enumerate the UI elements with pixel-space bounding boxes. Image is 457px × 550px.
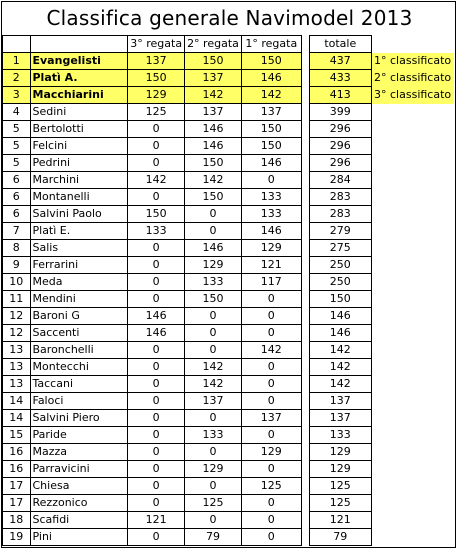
table-row bbox=[3, 444, 455, 461]
name-cell[interactable]: Montanelli bbox=[30, 189, 128, 206]
regata-2-cell[interactable]: 150 bbox=[185, 291, 242, 308]
rank-cell[interactable]: 14 bbox=[3, 393, 31, 410]
table-row bbox=[3, 325, 455, 342]
regata-2-cell[interactable]: 0 bbox=[185, 342, 242, 359]
regata-1-cell[interactable]: 129 bbox=[241, 444, 301, 461]
regata-3-cell[interactable]: 150 bbox=[128, 70, 185, 87]
regata-2-cell[interactable]: 137 bbox=[185, 393, 242, 410]
regata-3-cell[interactable]: 0 bbox=[128, 359, 185, 376]
regata-2-cell[interactable]: 79 bbox=[185, 529, 242, 546]
name-cell[interactable]: Salis bbox=[30, 240, 128, 257]
regata-3-cell[interactable]: 0 bbox=[128, 444, 185, 461]
regata-1-cell[interactable]: 0 bbox=[241, 495, 301, 512]
name-cell[interactable]: Baroni G bbox=[30, 308, 128, 325]
regata-1-cell[interactable]: 133 bbox=[241, 206, 301, 223]
spacer-cell bbox=[301, 257, 309, 274]
table-row bbox=[3, 478, 455, 495]
table-row bbox=[3, 138, 455, 155]
spacer-cell bbox=[301, 444, 309, 461]
table-row bbox=[3, 274, 455, 291]
total-cell[interactable]: 125 bbox=[309, 478, 371, 495]
rank-cell[interactable]: 13 bbox=[3, 359, 31, 376]
total-cell[interactable]: 399 bbox=[309, 104, 371, 121]
table-row bbox=[3, 240, 455, 257]
regata-2-cell[interactable]: 150 bbox=[185, 155, 242, 172]
rank-cell[interactable]: 13 bbox=[3, 376, 31, 393]
regata-1-cell[interactable]: 0 bbox=[241, 308, 301, 325]
rank-cell[interactable]: 16 bbox=[3, 444, 31, 461]
ranking-table bbox=[2, 35, 455, 546]
name-cell[interactable]: Pedrini bbox=[30, 155, 128, 172]
table-row bbox=[3, 410, 455, 427]
regata-1-cell[interactable]: 146 bbox=[241, 223, 301, 240]
regata-3-cell[interactable]: 0 bbox=[128, 274, 185, 291]
header-name[interactable] bbox=[30, 36, 128, 53]
total-cell[interactable]: 129 bbox=[309, 461, 371, 478]
name-cell[interactable]: Faloci bbox=[30, 393, 128, 410]
note-cell[interactable] bbox=[372, 495, 455, 512]
regata-1-cell[interactable]: 137 bbox=[241, 104, 301, 121]
total-cell[interactable]: 146 bbox=[309, 308, 371, 325]
rank-cell[interactable]: 17 bbox=[3, 495, 31, 512]
note-cell[interactable] bbox=[372, 138, 455, 155]
regata-2-cell[interactable]: 0 bbox=[185, 206, 242, 223]
note-cell[interactable] bbox=[372, 104, 455, 121]
name-cell[interactable]: Bertolotti bbox=[30, 121, 128, 138]
rank-cell[interactable]: 12 bbox=[3, 308, 31, 325]
total-cell[interactable]: 129 bbox=[309, 444, 371, 461]
note-cell[interactable] bbox=[372, 308, 455, 325]
note-cell[interactable] bbox=[372, 393, 455, 410]
regata-1-cell[interactable]: 146 bbox=[241, 70, 301, 87]
spacer-cell bbox=[301, 478, 309, 495]
note-cell[interactable] bbox=[372, 427, 455, 444]
spacer-cell bbox=[301, 359, 309, 376]
regata-3-cell[interactable]: 150 bbox=[128, 206, 185, 223]
note-cell[interactable] bbox=[372, 461, 455, 478]
name-cell[interactable]: Meda bbox=[30, 274, 128, 291]
regata-2-cell[interactable]: 0 bbox=[185, 444, 242, 461]
spacer-cell bbox=[301, 53, 309, 70]
rank-cell[interactable]: 13 bbox=[3, 342, 31, 359]
total-cell[interactable]: 296 bbox=[309, 121, 371, 138]
name-cell[interactable]: Mendini bbox=[30, 291, 128, 308]
regata-2-cell[interactable]: 142 bbox=[185, 172, 242, 189]
regata-3-cell[interactable]: 121 bbox=[128, 512, 185, 529]
name-cell[interactable]: Marchini bbox=[30, 172, 128, 189]
regata-1-cell[interactable]: 0 bbox=[241, 461, 301, 478]
regata-3-cell[interactable]: 146 bbox=[128, 308, 185, 325]
regata-2-cell[interactable]: 129 bbox=[185, 461, 242, 478]
name-cell[interactable]: Baronchelli bbox=[30, 342, 128, 359]
name-cell[interactable]: Taccani bbox=[30, 376, 128, 393]
total-cell[interactable]: 275 bbox=[309, 240, 371, 257]
regata-2-cell[interactable]: 150 bbox=[185, 53, 242, 70]
regata-2-cell[interactable]: 0 bbox=[185, 478, 242, 495]
table-row bbox=[3, 512, 455, 529]
table-row bbox=[3, 393, 455, 410]
regata-2-cell[interactable]: 133 bbox=[185, 427, 242, 444]
regata-1-cell[interactable]: 0 bbox=[241, 529, 301, 546]
name-cell[interactable]: Scafidi bbox=[30, 512, 128, 529]
spacer-cell bbox=[301, 206, 309, 223]
regata-1-cell[interactable]: 125 bbox=[241, 478, 301, 495]
rank-cell[interactable]: 18 bbox=[3, 512, 31, 529]
regata-3-cell[interactable]: 0 bbox=[128, 240, 185, 257]
table-row bbox=[3, 359, 455, 376]
table-row bbox=[3, 529, 455, 546]
regata-3-cell[interactable]: 129 bbox=[128, 87, 185, 104]
regata-3-cell[interactable]: 0 bbox=[128, 393, 185, 410]
regata-1-cell[interactable]: 129 bbox=[241, 240, 301, 257]
regata-3-cell[interactable]: 146 bbox=[128, 325, 185, 342]
total-cell[interactable]: 283 bbox=[309, 189, 371, 206]
rank-cell[interactable]: 9 bbox=[3, 257, 31, 274]
regata-2-cell[interactable]: 146 bbox=[185, 138, 242, 155]
rank-cell[interactable]: 17 bbox=[3, 478, 31, 495]
table-row bbox=[3, 121, 455, 138]
total-cell[interactable]: 283 bbox=[309, 206, 371, 223]
table-row bbox=[3, 461, 455, 478]
regata-2-cell[interactable]: 0 bbox=[185, 512, 242, 529]
regata-3-cell[interactable]: 0 bbox=[128, 257, 185, 274]
spacer-cell bbox=[301, 104, 309, 121]
note-cell[interactable] bbox=[372, 291, 455, 308]
rank-cell[interactable]: 14 bbox=[3, 410, 31, 427]
total-cell[interactable]: 279 bbox=[309, 223, 371, 240]
total-cell[interactable]: 437 bbox=[309, 53, 371, 70]
regata-2-cell[interactable]: 142 bbox=[185, 359, 242, 376]
table-row bbox=[3, 308, 455, 325]
regata-1-cell[interactable]: 150 bbox=[241, 53, 301, 70]
regata-1-cell[interactable]: 137 bbox=[241, 410, 301, 427]
note-cell[interactable] bbox=[372, 376, 455, 393]
regata-2-cell[interactable]: 150 bbox=[185, 189, 242, 206]
name-cell[interactable]: Felcini bbox=[30, 138, 128, 155]
rank-cell[interactable]: 2 bbox=[3, 70, 31, 87]
note-cell[interactable] bbox=[372, 121, 455, 138]
note-cell[interactable] bbox=[372, 478, 455, 495]
name-cell[interactable]: Evangelisti bbox=[30, 53, 128, 70]
rank-cell[interactable]: 6 bbox=[3, 172, 31, 189]
note-cell[interactable] bbox=[372, 342, 455, 359]
spacer-cell bbox=[301, 512, 309, 529]
header-row bbox=[3, 36, 455, 53]
note-cell[interactable] bbox=[372, 325, 455, 342]
total-cell[interactable]: 146 bbox=[309, 325, 371, 342]
regata-3-cell[interactable]: 0 bbox=[128, 291, 185, 308]
header-note bbox=[372, 36, 455, 53]
regata-2-cell[interactable]: 0 bbox=[185, 223, 242, 240]
note-cell[interactable] bbox=[372, 206, 455, 223]
header-spacer bbox=[301, 36, 309, 53]
regata-1-cell[interactable]: 0 bbox=[241, 359, 301, 376]
total-cell[interactable]: 250 bbox=[309, 257, 371, 274]
spacer-cell bbox=[301, 393, 309, 410]
regata-3-cell[interactable]: 0 bbox=[128, 529, 185, 546]
regata-1-cell[interactable]: 0 bbox=[241, 376, 301, 393]
regata-3-cell[interactable]: 0 bbox=[128, 478, 185, 495]
rank-cell[interactable]: 6 bbox=[3, 206, 31, 223]
spacer-cell bbox=[301, 172, 309, 189]
table-row bbox=[3, 223, 455, 240]
spacer-cell bbox=[301, 308, 309, 325]
rank-cell[interactable]: 4 bbox=[3, 104, 31, 121]
rank-cell[interactable]: 16 bbox=[3, 461, 31, 478]
regata-3-cell[interactable]: 0 bbox=[128, 461, 185, 478]
regata-1-cell[interactable]: 142 bbox=[241, 342, 301, 359]
spacer-cell bbox=[301, 223, 309, 240]
total-cell[interactable]: 142 bbox=[309, 376, 371, 393]
header-rank[interactable] bbox=[3, 36, 31, 53]
header-regata-1[interactable]: 1° regata bbox=[241, 36, 301, 53]
spacer-cell bbox=[301, 376, 309, 393]
rank-cell[interactable]: 12 bbox=[3, 325, 31, 342]
name-cell[interactable]: Paride bbox=[30, 427, 128, 444]
spacer-cell bbox=[301, 138, 309, 155]
total-cell[interactable]: 142 bbox=[309, 342, 371, 359]
table-row bbox=[3, 342, 455, 359]
note-cell[interactable] bbox=[372, 257, 455, 274]
table-row bbox=[3, 257, 455, 274]
name-cell[interactable]: Ferrarini bbox=[30, 257, 128, 274]
regata-2-cell[interactable]: 146 bbox=[185, 240, 242, 257]
rank-cell[interactable]: 15 bbox=[3, 427, 31, 444]
header-regata-2[interactable]: 2° regata bbox=[185, 36, 242, 53]
spacer-cell bbox=[301, 240, 309, 257]
table-row bbox=[3, 206, 455, 223]
spacer-cell bbox=[301, 410, 309, 427]
total-cell[interactable]: 150 bbox=[309, 291, 371, 308]
note-cell[interactable] bbox=[372, 512, 455, 529]
note-cell[interactable] bbox=[372, 274, 455, 291]
spacer-cell bbox=[301, 87, 309, 104]
table-row bbox=[3, 189, 455, 206]
header-total[interactable]: totale bbox=[309, 36, 371, 53]
regata-2-cell[interactable]: 146 bbox=[185, 121, 242, 138]
table-row bbox=[3, 104, 455, 121]
regata-1-cell[interactable]: 150 bbox=[241, 138, 301, 155]
regata-3-cell[interactable]: 0 bbox=[128, 121, 185, 138]
regata-3-cell[interactable]: 0 bbox=[128, 427, 185, 444]
spacer-cell bbox=[301, 495, 309, 512]
name-cell[interactable]: Parravicini bbox=[30, 461, 128, 478]
rank-cell[interactable]: 1 bbox=[3, 53, 31, 70]
regata-3-cell[interactable]: 0 bbox=[128, 410, 185, 427]
rank-cell[interactable]: 3 bbox=[3, 87, 31, 104]
regata-3-cell[interactable]: 142 bbox=[128, 172, 185, 189]
name-cell[interactable]: Saccenti bbox=[30, 325, 128, 342]
name-cell[interactable]: Mazza bbox=[30, 444, 128, 461]
spacer-cell bbox=[301, 155, 309, 172]
note-cell[interactable] bbox=[372, 359, 455, 376]
table-row bbox=[3, 376, 455, 393]
regata-1-cell[interactable]: 121 bbox=[241, 257, 301, 274]
rank-cell[interactable]: 10 bbox=[3, 274, 31, 291]
rank-cell[interactable]: 19 bbox=[3, 529, 31, 546]
regata-1-cell[interactable]: 142 bbox=[241, 87, 301, 104]
rank-cell[interactable]: 11 bbox=[3, 291, 31, 308]
note-cell[interactable] bbox=[372, 223, 455, 240]
regata-1-cell[interactable]: 0 bbox=[241, 427, 301, 444]
regata-1-cell[interactable]: 0 bbox=[241, 325, 301, 342]
regata-2-cell[interactable]: 129 bbox=[185, 257, 242, 274]
regata-2-cell[interactable]: 0 bbox=[185, 410, 242, 427]
table-row bbox=[3, 53, 455, 70]
note-cell[interactable] bbox=[372, 172, 455, 189]
total-cell[interactable]: 433 bbox=[309, 70, 371, 87]
regata-3-cell[interactable]: 0 bbox=[128, 342, 185, 359]
regata-3-cell[interactable]: 137 bbox=[128, 53, 185, 70]
note-cell[interactable] bbox=[372, 444, 455, 461]
spacer-cell bbox=[301, 325, 309, 342]
table-row bbox=[3, 70, 455, 87]
name-cell[interactable]: Montecchi bbox=[30, 359, 128, 376]
name-cell[interactable]: Chiesa bbox=[30, 478, 128, 495]
regata-3-cell[interactable]: 125 bbox=[128, 104, 185, 121]
rank-cell[interactable]: 7 bbox=[3, 223, 31, 240]
note-cell[interactable] bbox=[372, 155, 455, 172]
regata-2-cell[interactable]: 0 bbox=[185, 308, 242, 325]
regata-1-cell[interactable]: 0 bbox=[241, 172, 301, 189]
regata-2-cell[interactable]: 137 bbox=[185, 104, 242, 121]
name-cell[interactable]: Salvini Paolo bbox=[30, 206, 128, 223]
regata-3-cell[interactable]: 133 bbox=[128, 223, 185, 240]
table-row bbox=[3, 155, 455, 172]
regata-2-cell[interactable]: 137 bbox=[185, 70, 242, 87]
note-cell[interactable] bbox=[372, 240, 455, 257]
total-cell[interactable]: 137 bbox=[309, 393, 371, 410]
table-row bbox=[3, 427, 455, 444]
regata-1-cell[interactable]: 117 bbox=[241, 274, 301, 291]
regata-2-cell[interactable]: 133 bbox=[185, 274, 242, 291]
regata-1-cell[interactable]: 0 bbox=[241, 512, 301, 529]
table-row bbox=[3, 291, 455, 308]
table-row bbox=[3, 172, 455, 189]
regata-1-cell[interactable]: 133 bbox=[241, 189, 301, 206]
total-cell[interactable]: 137 bbox=[309, 410, 371, 427]
note-cell[interactable]: 3° classificato bbox=[372, 87, 455, 104]
name-cell[interactable]: Pini bbox=[30, 529, 128, 546]
spacer-cell bbox=[301, 342, 309, 359]
note-cell[interactable] bbox=[372, 189, 455, 206]
sheet-title: Classifica generale Navimodel 2013 bbox=[46, 6, 413, 30]
rank-cell[interactable]: 5 bbox=[3, 155, 31, 172]
note-cell[interactable] bbox=[372, 410, 455, 427]
regata-1-cell[interactable]: 0 bbox=[241, 291, 301, 308]
total-cell[interactable]: 296 bbox=[309, 155, 371, 172]
total-cell[interactable]: 284 bbox=[309, 172, 371, 189]
spreadsheet bbox=[1, 1, 456, 548]
header-regata-3[interactable]: 3° regata bbox=[128, 36, 185, 53]
spacer-cell bbox=[301, 427, 309, 444]
total-cell[interactable]: 142 bbox=[309, 359, 371, 376]
total-cell[interactable]: 79 bbox=[309, 529, 371, 546]
name-cell[interactable]: Macchiarini bbox=[30, 87, 128, 104]
rank-cell[interactable]: 5 bbox=[3, 121, 31, 138]
spacer-cell bbox=[301, 274, 309, 291]
table-row bbox=[3, 87, 455, 104]
regata-3-cell[interactable]: 0 bbox=[128, 376, 185, 393]
total-cell[interactable]: 296 bbox=[309, 138, 371, 155]
name-cell[interactable]: Rezzonico bbox=[30, 495, 128, 512]
total-cell[interactable]: 250 bbox=[309, 274, 371, 291]
name-cell[interactable]: Sedini bbox=[30, 104, 128, 121]
regata-1-cell[interactable]: 0 bbox=[241, 393, 301, 410]
regata-1-cell[interactable]: 146 bbox=[241, 155, 301, 172]
total-cell[interactable]: 133 bbox=[309, 427, 371, 444]
spacer-cell bbox=[301, 189, 309, 206]
name-cell[interactable]: Platì E. bbox=[30, 223, 128, 240]
regata-2-cell[interactable]: 142 bbox=[185, 87, 242, 104]
name-cell[interactable]: Salvini Piero bbox=[30, 410, 128, 427]
rank-cell[interactable]: 5 bbox=[3, 138, 31, 155]
regata-3-cell[interactable]: 0 bbox=[128, 495, 185, 512]
note-cell[interactable]: 2° classificato bbox=[372, 70, 455, 87]
regata-2-cell[interactable]: 125 bbox=[185, 495, 242, 512]
regata-2-cell[interactable]: 142 bbox=[185, 376, 242, 393]
regata-3-cell[interactable]: 0 bbox=[128, 189, 185, 206]
rank-cell[interactable]: 6 bbox=[3, 189, 31, 206]
regata-2-cell[interactable]: 0 bbox=[185, 325, 242, 342]
spacer-cell bbox=[301, 121, 309, 138]
rank-cell[interactable]: 8 bbox=[3, 240, 31, 257]
name-cell[interactable]: Platì A. bbox=[30, 70, 128, 87]
total-cell[interactable]: 121 bbox=[309, 512, 371, 529]
note-cell[interactable]: 1° classificato bbox=[372, 53, 455, 70]
spacer-cell bbox=[301, 291, 309, 308]
note-cell[interactable] bbox=[372, 529, 455, 546]
regata-1-cell[interactable]: 150 bbox=[241, 121, 301, 138]
spacer-cell bbox=[301, 70, 309, 87]
table-row bbox=[3, 495, 455, 512]
regata-3-cell[interactable]: 0 bbox=[128, 155, 185, 172]
spacer-cell bbox=[301, 529, 309, 546]
regata-3-cell[interactable]: 0 bbox=[128, 138, 185, 155]
spacer-cell bbox=[301, 461, 309, 478]
total-cell[interactable]: 125 bbox=[309, 495, 371, 512]
total-cell[interactable]: 413 bbox=[309, 87, 371, 104]
